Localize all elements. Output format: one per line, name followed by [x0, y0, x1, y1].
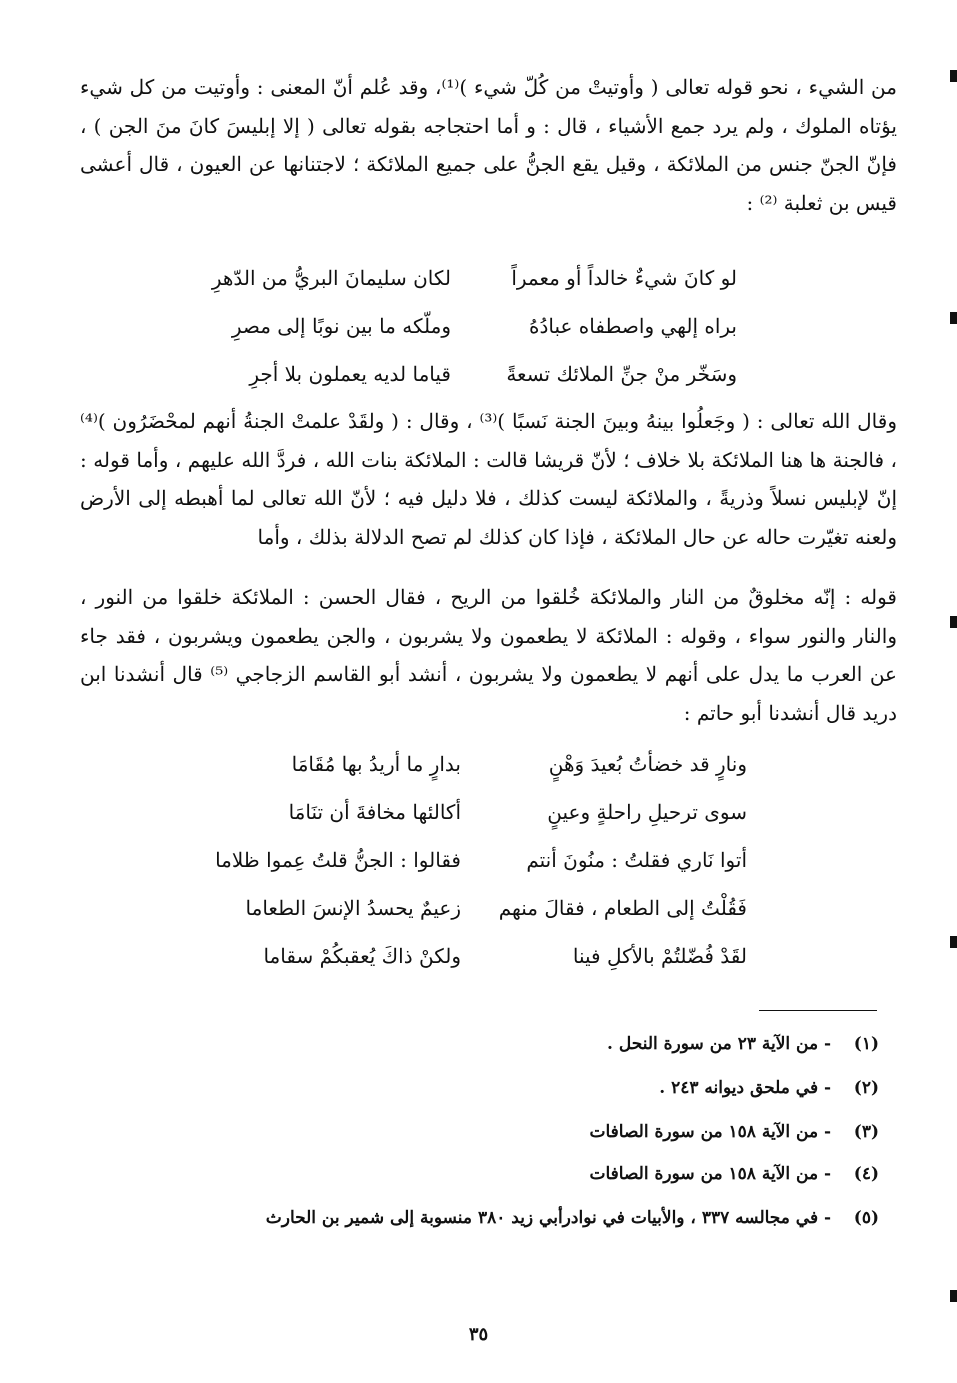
verse-first-hemistich: ونارٍ قد خضأتُ بُعيدَ وَهْنٍ: [548, 752, 747, 776]
verse-first-hemistich: سوى ترحيلِ راحلةٍ وعينٍ: [547, 800, 747, 824]
poem2-verse: [201, 792, 747, 832]
footnote-5: [266, 1206, 879, 1230]
footnote-number: (٢): [853, 1078, 879, 1098]
page-number: ٣٥: [468, 1324, 489, 1345]
verse-second-hemistich: وملّكه ما بين نوبًا إلى مصرِ: [231, 314, 451, 338]
footnote-1: [607, 1032, 879, 1056]
poem2-verse: [201, 840, 747, 880]
footnote-rule: [759, 1010, 877, 1011]
footnote-number: (٥): [853, 1208, 879, 1228]
footnote-text: - من الآية ١٥٨ من سورة الصافات: [589, 1122, 832, 1142]
paragraph-1: من الشيء ، نحو قوله تعالى ( وأوتيتْ من كُلّ شيء )⁽¹⁾، وقد عُلم أنّ المعنى : وأوتيت من كل شيء يؤتاه الملوك ، ولم يرد جمع الأشياء ، قال : و أما احتجاجه بقوله تعالى ( إلا إبليسَ كانَ منَ الجن ) ، فإنّ الجنّ جنس من الملائكة ، وقيل يقع الجنُّ على جميع الملائكة ؛ لاجتنانها عن العيون ، قال أعشى قيس بن ثعلبة ⁽²⁾ :: [80, 75, 897, 215]
verse-first-hemistich: وسَخّر منْ جنِّ الملائك تسعةً: [506, 362, 737, 386]
margin-mark: [950, 312, 957, 324]
verse-first-hemistich: أتوا نَاري فقلتُ : منُونَ أنتم: [526, 848, 747, 872]
footnote-text: - في ملحق ديوانه ٢٤٣ .: [659, 1078, 832, 1098]
footnote-number: (١): [853, 1034, 879, 1054]
footnote-3: [589, 1120, 879, 1144]
verse-second-hemistich: أكالئها مخافةَ أن تنَامَا: [288, 800, 461, 824]
poem1-verse: [191, 354, 737, 394]
verse-first-hemistich: لو كانَ شيءٌ خالداً أو معمراً: [511, 266, 737, 290]
footnote-number: (٤): [853, 1164, 879, 1184]
footnote-number: (٣): [853, 1122, 879, 1142]
paragraph-3: قوله : إنّه مخلوقٌ من النار والملائكة خُلقوا من الريح ، فقال الحسن : الملائكة خلقوا من النور ، والنار والنور سواء ، وقوله : الملائكة لا يطعمون ولا يشربون ، والجن يطعمون ويشربون ، فقد جاء عن العرب ما يدل على أنهم لا يطعمون ولا يشربون ، أنشد أبو القاسم الزجاجي ⁽⁵⁾ قال أنشدنا ابن دريد قال أنشدنا أبو حاتم :: [80, 585, 897, 725]
footnote-text: - في مجالسه ٣٣٧ ، والأبيات في نوادرأبي زيد ٣٨٠ منسوبة إلى شمير بن الحارث: [265, 1208, 832, 1228]
poem2-verse: [201, 744, 747, 784]
poem1-verse: [191, 258, 737, 298]
verse-first-hemistich: فَقُلْتُ إلى الطعام ، فقالَ منهم: [498, 896, 747, 920]
paragraph-2: وقال الله تعالى : ( وجَعلُوا بينهُ وبينَ الجنة نَسبًا )⁽³⁾ ، وقال : ( ولقَدْ علمتْ الجنةُ أنهم لمحْضَرُون )⁽⁴⁾ ، فالجنة ها هنا الملائكة بلا خلاف ؛ لأنّ قريشا قالت : الملائكة بنات الله ، فردَّ الله عليهم ، وأما قوله : إنّ لإبليس نسلاً وذريةً ، والملائكة ليست كذلك ، فلا دليل فيه ؛ لأنّ الله تعالى لما أهبطه إلى الأرض ولعنه تغيّرت حاله عن حال الملائكة ، فإذا كان كذلك لم تصح الدلالة بذلك ، وأما: [80, 409, 897, 549]
footnote-4: [589, 1162, 879, 1186]
verse-second-hemistich: لكان سليمانَ البريُّ من الدّهرِ: [211, 266, 451, 290]
poem2-verse: [201, 888, 747, 928]
footnote-2: [659, 1076, 879, 1100]
verse-second-hemistich: بدارٍ ما أريدُ بها مُقَامَا: [291, 752, 461, 776]
verse-first-hemistich: براه إلهي واصطفاه عبادُهُ: [529, 314, 737, 338]
poem2-verse: [201, 936, 747, 976]
verse-second-hemistich: ولكنْ ذاكَ يُعقبكُمْ سقاما: [263, 944, 461, 968]
poem1-verse: [191, 306, 737, 346]
margin-mark: [950, 70, 957, 82]
verse-second-hemistich: قياما لديه يعملون بلا أجرِ: [249, 362, 451, 386]
footnote-text: - من الآية ٢٣ من سورة النحل .: [607, 1034, 832, 1054]
margin-mark: [950, 936, 957, 948]
margin-mark: [950, 616, 957, 628]
verse-second-hemistich: زعيمٌ يحسدُ الإنسَ الطعاما: [245, 896, 461, 920]
verse-second-hemistich: فقالوا : الجنُّ قلتُ عِموا ظلاما: [215, 848, 461, 872]
verse-first-hemistich: لقَدْ فُضّلتُمْ بالأكلِ فينا: [572, 944, 747, 968]
margin-mark: [950, 1290, 957, 1302]
footnote-text: - من الآية ١٥٨ من سورة الصافات: [589, 1164, 832, 1184]
